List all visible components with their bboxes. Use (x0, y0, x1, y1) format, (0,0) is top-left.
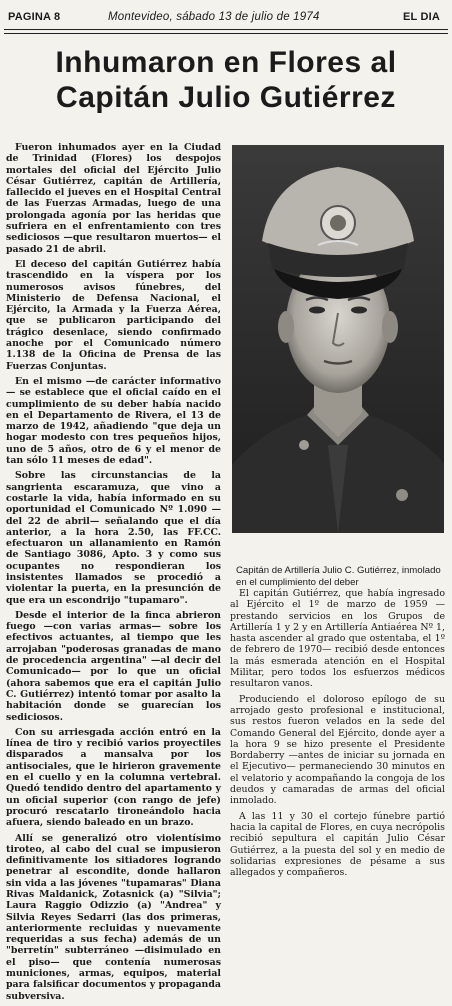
paragraph: Sobre las circunstancias de la sangrienta escaramuza, que vino a costarle la vida, había informado en su oportunidad el Comunicado Nº 1.090 —del 22 de abril— señalando que el día anterior, a la hora 2.50, las FF.CC. efectuaron un allanamiento en Ramón de Santiago 3086, Apto. 3 y como sus ocupantes no respondieran los insistentes llamados se procedió a violentar la puerta, en la presunción de que era un escondrijo "tupamaro". (6, 470, 221, 606)
page-header (0, 4, 452, 30)
paragraph: El capitán Gutiérrez, que había ingresado al Ejército el 1º de marzo de 1959 —prestando servicios en los Grupos de Artillería 1 y 2 y en Artillería Antiaérea Nº 1, hasta ascender al grado que ostentaba, el 1º de febrero de 1970— recibió desde entonces la más esmerada atención en el Hospital Militar, pero todos los esfuerzos médicos resultaron vanos. (230, 588, 445, 690)
paragraph: Fueron inhumados ayer en la Ciudad de Trinidad (Flores) los despojos mortales del oficial del Ejército Julio César Gutiérrez, capitán de Artillería, fallecido el jueves en el Hospital Central de las Fuerzas Armadas, luego de una prolongada agonía por las heridas que sufriera en el enfrentamiento con tres sediciosos —que resultaron muertos— el pasado 21 de abril. (6, 142, 221, 255)
headline-line-2: Capitán Julio Gutiérrez (56, 81, 396, 114)
dateline: Montevideo, sábado 13 de julio de 1974 (108, 11, 320, 23)
headline (0, 45, 452, 115)
headline-line-1: Inhumaron en Flores al (55, 46, 397, 79)
right-column (230, 588, 445, 882)
header-rule-thin (4, 33, 448, 34)
portrait-illustration (232, 145, 444, 533)
paragraph: A las 11 y 30 el cortejo fúnebre partió hacia la capital de Flores, en cuya necrópolis recibió sepultura el capitán Julio César Gutiérrez, a la puesta del sol y en medio de solidarias expresiones de pésame a sus allegados y compañeros. (230, 810, 445, 879)
left-column (6, 142, 221, 1006)
newspaper-name: EL DIA (402, 11, 440, 23)
portrait-photo (232, 145, 444, 533)
header-rule (4, 29, 448, 30)
paragraph: Desde el interior de la finca abrieron fuego —con varias armas— sobre los efectivos actuantes, al tiempo que les arrojaban "poderosas granadas de mano de procedencia argentina" —al decir del Comunicado— por lo que un oficial (ahora sabemos que era el capitán Julio C. Gutiérrez) intentó tomar por asalto la habitación donde se guarecían los sediciosos. (6, 609, 221, 723)
paragraph: Produciendo el doloroso epílogo de su arrojado gesto profesional e institucional, sus restos fueron velados en la sede del Comando General del Ejército, donde ayer a la hora 9 se hizo presente el Presidente Bordaberry —antes de iniciar su jornada en el Ejecutivo— permaneciendo 30 minutos en el velatorio y acompañando la congoja de los deudos y camaradas de armas del oficial inmolado. (230, 693, 445, 807)
paragraph: En el mismo —de carácter informativo— se establece que el oficial caído en el cumplimiento de su deber había nacido en el Departamento de Rivera, el 13 de marzo de 1942, añadiendo "que deja un hogar modesto con tres pequeños hijos, uno de 5 años, otro de 6 y el menor de tan sólo 11 meses de edad". (6, 375, 221, 467)
photo-caption: Capitán de Artillería Julio C. Gutiérrez, inmolado en el cumplimiento del deber (236, 565, 441, 588)
paragraph: El deceso del capitán Gutiérrez había trascendido en la víspera por los numerosos avisos fúnebres, del Ministerio de Defensa Nacional, el Ejército, la Armada y la Fuerza Aérea, que se publicaron participando del trágico desenlace, siendo confirmado anoche por el Comunicado número 1.138 de la Oficina de Prensa de las Fuerzas Conjuntas. (6, 258, 221, 372)
page-number: PAGINA 8 (8, 11, 61, 23)
paragraph: Allí se generalizó otro violentísimo tiroteo, al cabo del cual se impusieron definitivamente los sitiadores logrando penetrar al escondite, donde hallaron sin vida a las jóvenes "tupamaras" Diana Rivas Maldanick, Zotasnick (a) "Silvia"; Laura Raggio Odizzio (a) "Andrea" y Silvia Reyes Sedarri (las dos primeras, anteriormente recluidas y nuevamente requeridas a sus fecha) además de un "berretín" subterráneo —disimulado en el piso— que contenía numerosas municiones, armas, equipos, material para falsificar documentos y propaganda subversiva. (6, 832, 221, 1002)
paragraph: Con su arriesgada acción entró en la línea de tiro y recibió varios proyectiles disparados a mansalva por los antisociales, que le hirieron gravemente en el cuello y en la columna vertebral. Quedó tendido dentro del apartamento y un oficial superior (con rango de jefe) procuró rescatarlo tironeándolo hacia afuera, siendo baleado en un brazo. (6, 726, 221, 829)
